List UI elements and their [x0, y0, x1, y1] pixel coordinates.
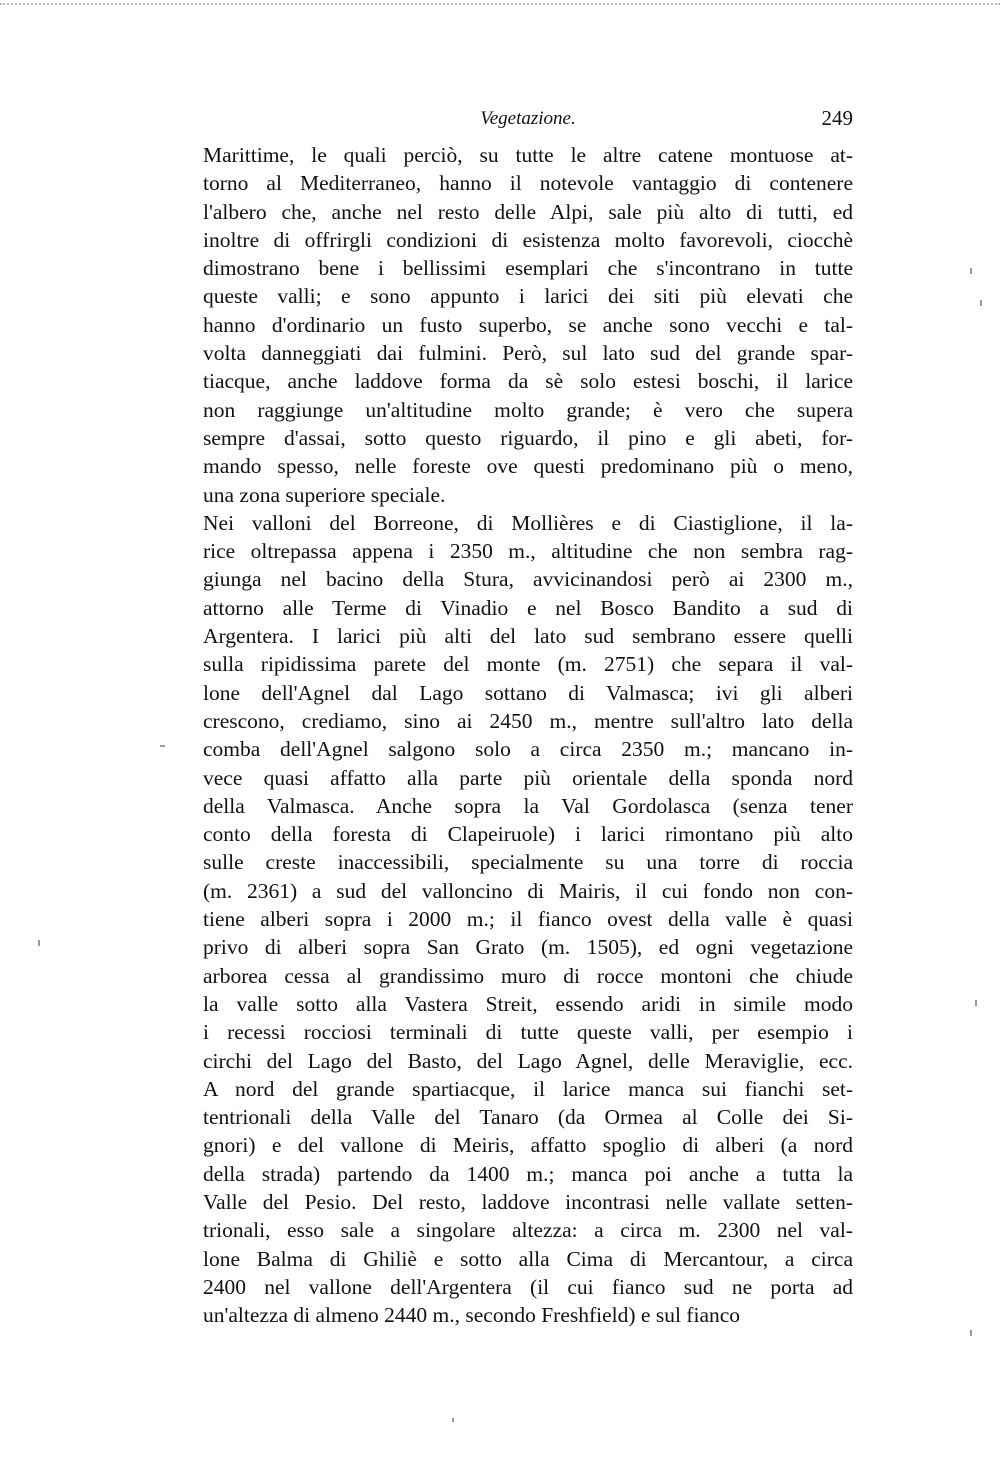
text-line: sulla ripidissima parete del monte (m. 2751) che separa il val- [203, 652, 853, 677]
text-line: dimostrano bene i bellissimi esemplari che s'incontrano in tutte [203, 256, 853, 281]
page-number: 249 [821, 106, 853, 130]
scan-speck [970, 1330, 972, 1336]
text-line: tentrionali della Valle del Tanaro (da Ormea al Colle dei Si- [203, 1105, 853, 1130]
running-head [203, 104, 853, 132]
text-line: A nord del grande spartiacque, il larice manca sui fianchi set- [203, 1076, 853, 1101]
scan-speck [452, 1418, 454, 1422]
text-line: arborea cessa al grandissimo muro di rocce montoni che chiude [203, 963, 853, 988]
text-line: rice oltrepassa appena i 2350 m., altitudine che non sembra rag- [203, 539, 853, 564]
text-line: Valle del Pesio. Del resto, laddove incontrasi nelle vallate setten- [203, 1189, 853, 1214]
paragraph [203, 509, 853, 1330]
text-line: un'altezza di almeno 2440 m., secondo Freshfield) e sul fianco [203, 1303, 741, 1328]
text-line: volta danneggiati dai fulmini. Però, sul lato sud del grande spar- [203, 341, 853, 366]
text-line: mando spesso, nelle foreste ove questi predominano più o meno, [203, 454, 853, 479]
text-line: hanno d'ordinario un fusto superbo, se anche sono vecchi e tal- [203, 312, 853, 337]
text-line: sulle creste inaccessibili, specialmente su una torre di roccia [203, 850, 853, 875]
scan-edge-artifact [0, 3, 1000, 5]
text-line: gnori) e del vallone di Meiris, affatto spoglio di alberi (a nord [203, 1133, 853, 1158]
text-line: privo di alberi sopra San Grato (m. 1505), ed ogni vegetazione [203, 935, 853, 960]
text-line: sempre d'assai, sotto questo riguardo, il pino e gli abeti, for- [203, 425, 853, 450]
text-line: circhi del Lago del Basto, del Lago Agnel, delle Meraviglie, ecc. [203, 1048, 853, 1073]
text-line: Nei valloni del Borreone, di Mollières e di Ciastiglione, il la- [203, 510, 853, 535]
text-line: lone dell'Agnel dal Lago sottano di Valmasca; ivi gli alberi [203, 680, 853, 705]
page-body [203, 141, 853, 1329]
text-line: crescono, crediamo, sino ai 2450 m., mentre sull'altro lato della [203, 708, 853, 733]
text-line: la valle sotto alla Vastera Streit, essendo aridi in simile modo [203, 991, 853, 1016]
text-line: queste valli; e sono appunto i larici dei siti più elevati che [203, 284, 853, 309]
text-line: Marittime, le quali perciò, su tutte le altre catene montuose at- [203, 143, 853, 167]
text-line: una zona superiore speciale. [203, 482, 446, 507]
text-line: torno al Mediterraneo, hanno il notevole vantaggio di contenere [203, 171, 853, 196]
text-line: l'albero che, anche nel resto delle Alpi, sale più alto di tutti, ed [203, 199, 853, 224]
text-line: comba dell'Agnel salgono solo a circa 2350 m.; mancano in- [203, 737, 853, 762]
text-line: i recessi rocciosi terminali di tutte queste valli, per esempio i [203, 1020, 853, 1045]
text-line: 2400 nel vallone dell'Argentera (il cui fianco sud ne porta ad [203, 1274, 853, 1299]
text-line: della Valmasca. Anche sopra la Val Gordolasca (senza tener [203, 793, 853, 818]
text-line: inoltre di offrirgli condizioni di esistenza molto favorevoli, ciocchè [203, 227, 853, 252]
scan-speck [160, 745, 165, 747]
scan-speck [970, 268, 972, 274]
text-line: non raggiunge un'altitudine molto grande; è vero che supera [203, 397, 853, 422]
text-line: conto della foresta di Clapeiruole) i larici rimontano più alto [203, 822, 853, 847]
text-line: (m. 2361) a sud del valloncino di Mairis, il cui fondo non con- [203, 878, 853, 903]
text-line: attorno alle Terme di Vinadio e nel Bosco Bandito a sud di [203, 595, 853, 620]
scan-speck [980, 300, 982, 306]
text-line: Argentera. I larici più alti del lato sud sembrano essere quelli [203, 624, 853, 649]
text-line: lone Balma di Ghiliè e sotto alla Cima di Mercantour, a circa [203, 1246, 853, 1271]
scan-speck [975, 1000, 977, 1006]
text-line: trionali, esso sale a singolare altezza: a circa m. 2300 nel val- [203, 1218, 853, 1243]
scan-speck [38, 940, 40, 946]
paragraph [203, 141, 853, 509]
text-line: tiacque, anche laddove forma da sè solo estesi boschi, il larice [203, 369, 853, 394]
running-head-title: Vegetazione. [480, 108, 576, 129]
text-line: vece quasi affatto alla parte più orientale della sponda nord [203, 765, 853, 790]
text-line: tiene alberi sopra i 2000 m.; il fianco ovest della valle è quasi [203, 907, 853, 932]
text-line: della strada) partendo da 1400 m.; manca poi anche a tutta la [203, 1161, 853, 1186]
text-line: giunga nel bacino della Stura, avvicinandosi però ai 2300 m., [203, 567, 853, 592]
